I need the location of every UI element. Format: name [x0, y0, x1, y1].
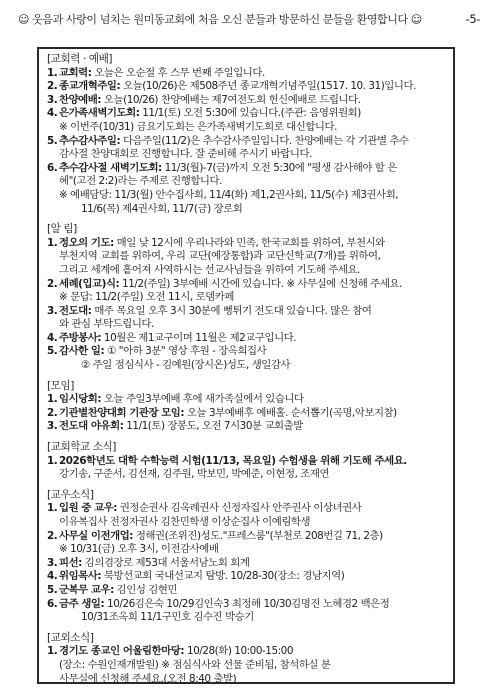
item-text: 매일 낮 12시에 우리나라와 민족, 한국교회를 위하여, 부천시와 — [113, 236, 385, 249]
item-label: 피선: — [59, 556, 82, 569]
item-text: 오늘(10/26) 찬양예배는 제7여전도회 헌신예배로 드립니다. — [101, 93, 361, 106]
notice-item — [47, 80, 447, 94]
item-number: 3. — [47, 420, 58, 433]
item-text: ① "아하 3분" 영상 후원 - 장옥희집사 — [104, 345, 267, 358]
continuation-line: (장소: 수원인재개발원) ※ 점심식사와 선물 준비됨, 참석하실 분 — [59, 658, 331, 671]
item-label: 사무실 이전개업: — [59, 529, 133, 542]
notice-item — [47, 305, 447, 319]
item-label: 2026학년도 대학 수학능력 시험(11/13, 목요일) 수험생을 위해 기도해 주세요. — [59, 454, 407, 467]
continuation-line: 부천지역 교회를 위하여, 우리 교단(예장통합)과 교단신학교(7개)를 위하여, — [59, 250, 381, 263]
item-label: 금주 생일: — [59, 597, 105, 610]
item-number: 1. — [47, 645, 58, 658]
continuation-line: 감사절 찬양대회로 진행합니다. 잘 준비해 주시기 바랍니다. — [59, 148, 312, 161]
note-continuation-line: 11/6(목) 제4권사회, 11/7(금) 장로회 — [81, 202, 243, 215]
item-text: 11/1(토) 장봉도, 오전 7시30분 교회출발 — [123, 420, 303, 433]
notice-item — [47, 332, 447, 346]
continuation-line: 강기송, 구준서, 김선재, 김주원, 박보민, 박예준, 이현정, 조재연 — [59, 468, 330, 481]
item-number: 4. — [47, 570, 58, 583]
notice-item — [47, 407, 447, 421]
item-label: 세례(입교)식: — [59, 277, 120, 290]
page-number: -5- — [465, 12, 480, 26]
item-number: 2. — [47, 277, 58, 290]
item-text: 오늘 주일3부예배 후에 새가족실에서 있습니다 — [101, 393, 304, 406]
item-number: 3. — [47, 93, 58, 106]
notice-item — [47, 420, 447, 434]
note-line: ※ 10/31(금) 오후 3시, 이전감사예배 — [59, 543, 219, 556]
note-continuation-line: ② 주일 점심식사 - 김예원(장시온)성도, 생일감사 — [81, 359, 291, 372]
item-text: 10/26김은숙 10/29김인숙3 최정해 10/30김명진 노혜경2 백은정 — [104, 597, 390, 610]
item-text: 다음주일(11/2)은 추수감사주일입니다. 찬양예배는 각 기관별 추수 — [120, 134, 409, 147]
item-number: 1. — [47, 236, 58, 249]
notice-item — [47, 237, 447, 251]
notice-item — [47, 645, 447, 659]
notice-item — [47, 67, 447, 81]
item-number: 5. — [47, 583, 58, 596]
item-number: 1. — [47, 502, 58, 515]
notice-item — [47, 530, 447, 544]
item-label: 교회력: — [59, 66, 92, 79]
item-label: 은가족새벽기도회: — [59, 107, 140, 120]
item-text: 10월은 제1교구이며 11월은 제2교구입니다. — [101, 331, 297, 344]
item-label: 전도대 야유회: — [59, 420, 124, 433]
continuation-line: 와 관심 부탁드립니다. — [59, 318, 154, 331]
item-text: 오늘 3부예배후 예배홀. 순서뽑기(곡명,악보지참) — [184, 406, 397, 419]
page-header — [18, 8, 480, 30]
notice-item — [47, 570, 447, 584]
item-number: 1. — [47, 454, 58, 467]
item-text: 정해권(조위진)성도."프레스룸"(부천로 208번길 71, 2층) — [132, 529, 383, 542]
item-number: 2. — [47, 80, 58, 93]
item-text: 오늘(10/26)은 제508주년 종교개혁기념주일(1517. 10. 31)입니다. — [120, 80, 416, 93]
item-number: 5. — [47, 345, 58, 358]
item-label: 감사한 일: — [59, 345, 105, 358]
item-text: 북방선교회 국내선교지 탐방. 10/28-30(장소: 경남지역) — [101, 570, 345, 583]
continuation-line: 혜"(고전 2:2)라는 주제로 진행합니다. — [59, 175, 222, 188]
item-label: 추수감사주일: — [59, 134, 121, 147]
item-number: 3. — [47, 304, 58, 317]
notice-item — [47, 598, 447, 612]
item-number: 5. — [47, 134, 58, 147]
notice-item — [47, 557, 447, 571]
item-number: 1. — [47, 66, 58, 79]
item-text: 11/3(월)-7(금)까지 오전 5:30에 "평생 감사해야 할 은 — [161, 161, 397, 174]
item-text: 권정순권사 김옥례권사 신정자집사 안주권사 이상녀권사 — [116, 502, 362, 515]
section-title: [교우소식] — [47, 488, 94, 501]
note-continuation-line: 10/31조옥희 11/1구민호 김수진 박승기 — [81, 611, 254, 624]
note-line: ※ 문답: 11/2(주일) 오전 11시, 로뎀카페 — [59, 291, 234, 304]
item-label: 종교개혁주일: — [59, 80, 121, 93]
item-text: 매주 목요일 오후 3시 30분에 뻥튀기 전도대 있습니다. 많은 참여 — [91, 304, 372, 317]
notice-item — [47, 584, 447, 598]
item-number: 6. — [47, 597, 58, 610]
item-label: 입원 중 교우: — [59, 502, 117, 515]
item-label: 찬양예배: — [59, 93, 102, 106]
item-text: 김인성 김현민 — [113, 583, 178, 596]
notice-item — [47, 455, 447, 469]
bulletin-content — [47, 53, 447, 686]
item-label: 경기도 종교인 어울림한마당: — [59, 645, 185, 658]
notice-item — [47, 393, 447, 407]
item-number: 2. — [47, 406, 58, 419]
notice-item — [47, 135, 447, 149]
item-label: 임시당회: — [59, 393, 102, 406]
item-label: 추수감사절 새벽기도회: — [59, 161, 162, 174]
item-label: 주방봉사: — [59, 331, 102, 344]
item-number: 4. — [47, 107, 58, 120]
item-number: 1. — [47, 393, 58, 406]
item-label: 전도대: — [59, 304, 92, 317]
item-text: 11/2(주일) 3부예배 시간에 있습니다. ※ 사무실에 신청해 주세요. — [119, 277, 402, 290]
item-text: 11/1(토) 오전 5:30에 있습니다.(주관: 음영위원회) — [139, 107, 361, 120]
notice-item — [47, 107, 447, 121]
item-number: 4. — [47, 331, 58, 344]
section-title: [교회학교 소식] — [47, 441, 116, 454]
continuation-line: 그리고 세계에 흩어져 사역하시는 선교사님들을 위하여 기도해 주세요. — [59, 263, 360, 276]
section-title: [교외소식] — [47, 631, 94, 644]
notice-item — [47, 94, 447, 108]
item-number: 6. — [47, 161, 58, 174]
notice-item — [47, 162, 447, 176]
note-line: ※ 이번주(10/31) 금요기도회는 은가족새벽기도회로 대신합니다. — [59, 120, 337, 133]
item-label: 기관별찬양대회 기관장 모임: — [59, 406, 185, 419]
item-text: 오늘은 오순절 후 스무 번째 주일입니다. — [91, 66, 265, 79]
section-title: [모임] — [47, 379, 74, 392]
notice-item — [47, 502, 447, 516]
notice-item — [47, 345, 447, 359]
note-line: ※ 예배담당: 11/3(월) 안수집사회, 11/4(화) 제1,2권사회, 11/5(수) 제3권사회, — [59, 188, 399, 201]
item-text: 10/28(화) 10:00-15:00 — [184, 645, 293, 658]
section-title: [교회력 · 예배] — [47, 53, 113, 65]
section-title: [알 림] — [47, 223, 77, 236]
item-number: 3. — [47, 556, 58, 569]
item-number: 2. — [47, 529, 58, 542]
header-welcome-text: ☺ 웃음과 사랑이 넘치는 원미동교회에 처음 오신 분들과 방문하신 분들을 환영합니다 ☺ — [18, 13, 422, 26]
item-label: 위임목사: — [59, 570, 102, 583]
item-label: 군복무 교우: — [59, 583, 114, 596]
continuation-line: 사무실에 신청해 주세요.(오전 8:40 출발) — [59, 672, 237, 685]
item-text: 김의겸장로 제53대 서울서남노회 회계 — [81, 556, 250, 569]
item-label: 정오의 기도: — [59, 236, 114, 249]
continuation-line: 이유복집사 전정자권사 김찬민학생 이상순집사 이예림학생 — [59, 516, 311, 528]
notice-item — [47, 278, 447, 292]
